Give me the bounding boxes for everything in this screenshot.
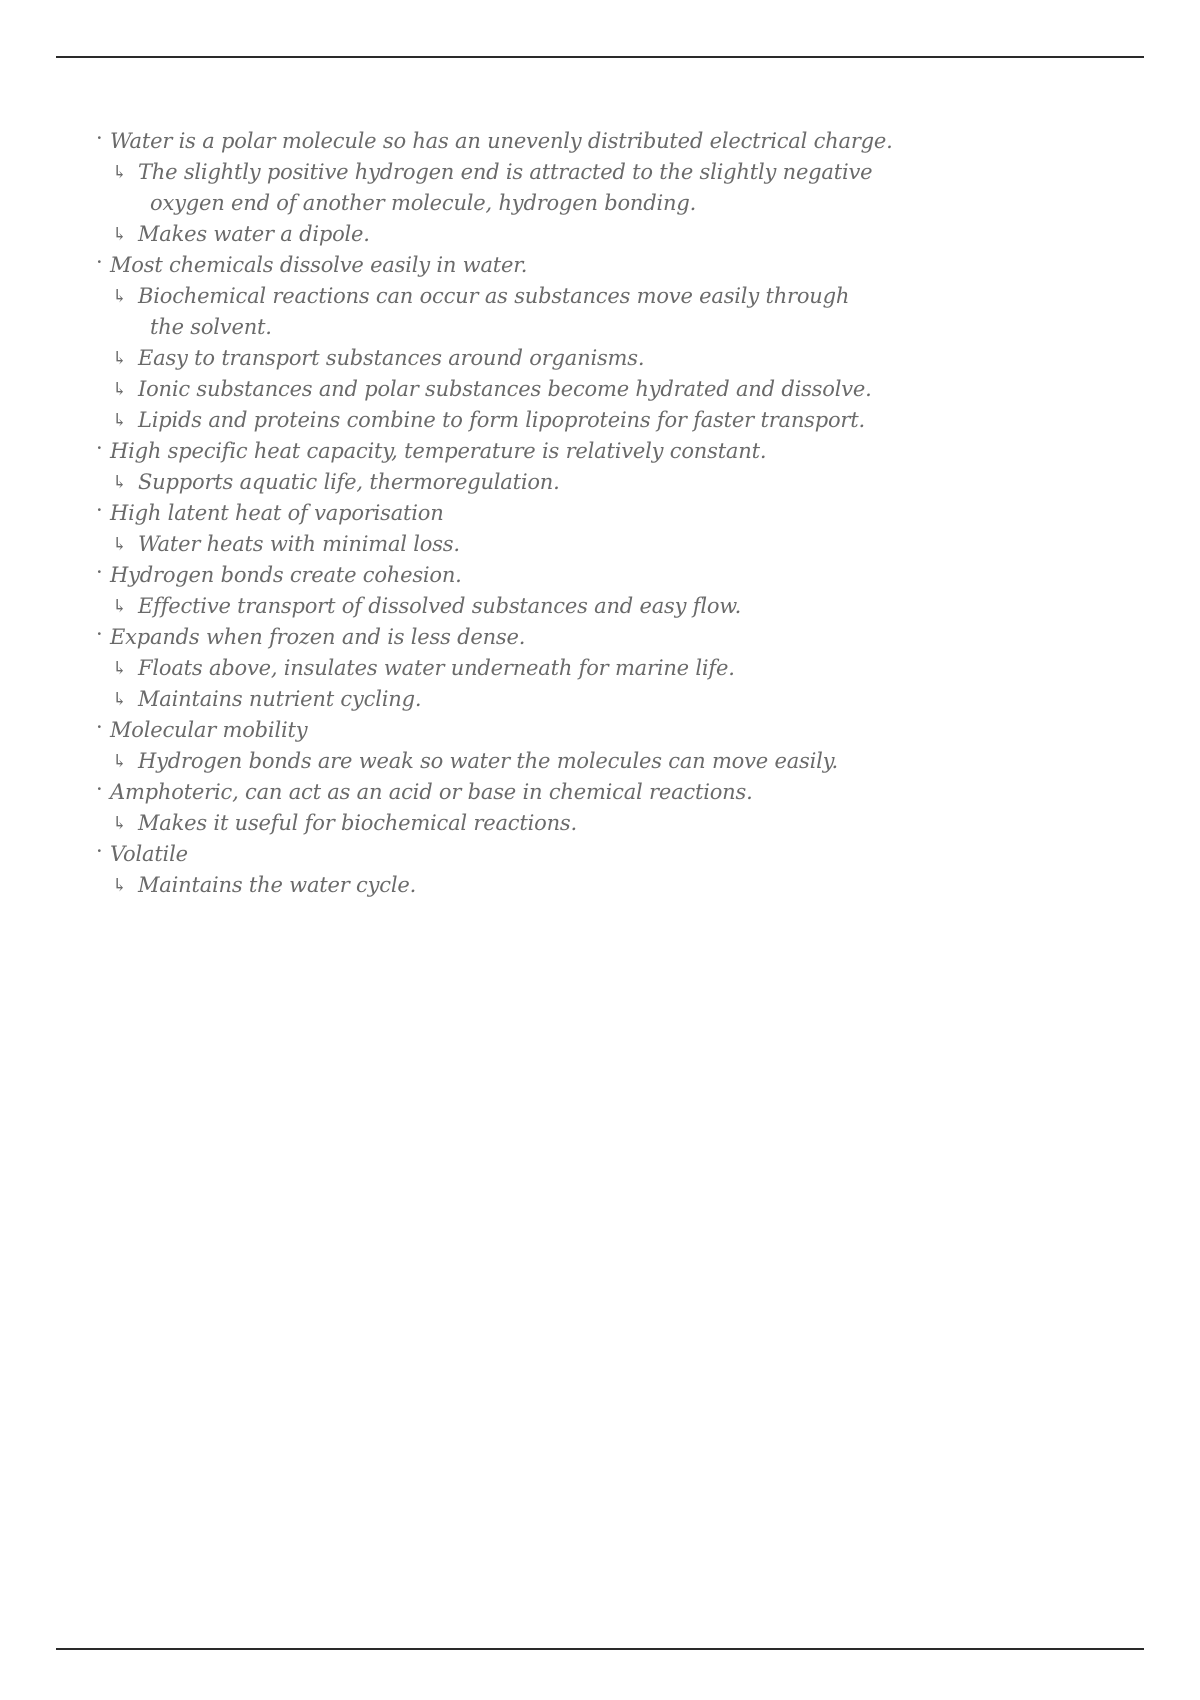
note-sub-point <box>100 467 1110 498</box>
note-text: Expands when frozen and is less dense. <box>110 625 526 649</box>
note-bullet <box>100 126 1110 157</box>
note-text: Water is a polar molecule so has an unevenly distributed electrical charge. <box>110 129 893 153</box>
top-rule <box>56 56 1144 58</box>
bottom-rule <box>56 1648 1144 1650</box>
note-sub-point <box>100 374 1110 405</box>
note-text: Supports aquatic life, thermoregulation. <box>138 470 560 494</box>
note-bullet <box>100 622 1110 653</box>
sub-arrow-icon: ↳ <box>112 658 127 679</box>
sub-arrow-icon: ↳ <box>112 689 127 710</box>
note-sub-point <box>100 684 1110 715</box>
note-text: Ionic substances and polar substances become hydrated and dissolve. <box>138 377 872 401</box>
note-bullet <box>100 715 1110 746</box>
note-text: Makes it useful for biochemical reactions. <box>138 811 577 835</box>
note-text: Volatile <box>110 842 188 866</box>
note-bullet <box>100 250 1110 281</box>
note-bullet <box>100 839 1110 870</box>
sub-arrow-icon: ↳ <box>112 379 127 400</box>
note-sub-point <box>100 405 1110 436</box>
note-continuation <box>100 312 1110 343</box>
sub-arrow-icon: ↳ <box>112 286 127 307</box>
sub-arrow-icon: ↳ <box>112 162 127 183</box>
sub-arrow-icon: ↳ <box>112 410 127 431</box>
note-text: Lipids and proteins combine to form lipoproteins for faster transport. <box>138 408 865 432</box>
note-text: oxygen end of another molecule, hydrogen bonding. <box>150 191 697 215</box>
note-text: High latent heat of vaporisation <box>110 501 444 525</box>
note-continuation <box>100 188 1110 219</box>
note-bullet <box>100 560 1110 591</box>
note-text: Biochemical reactions can occur as substances move easily through <box>138 284 850 308</box>
sub-arrow-icon: ↳ <box>112 813 127 834</box>
note-text: Easy to transport substances around organisms. <box>138 346 645 370</box>
note-text: Water heats with minimal loss. <box>138 532 460 556</box>
note-text: High specific heat capacity, temperature is relatively constant. <box>110 439 767 463</box>
note-text: the solvent. <box>150 315 272 339</box>
note-sub-point <box>100 591 1110 622</box>
note-sub-point <box>100 746 1110 777</box>
note-sub-point <box>100 870 1110 901</box>
sub-arrow-icon: ↳ <box>112 472 127 493</box>
note-sub-point <box>100 343 1110 374</box>
sub-arrow-icon: ↳ <box>112 534 127 555</box>
note-bullet <box>100 498 1110 529</box>
note-sub-point <box>100 281 1110 312</box>
note-sub-point <box>100 529 1110 560</box>
sub-arrow-icon: ↳ <box>112 348 127 369</box>
note-text: The slightly positive hydrogen end is attracted to the slightly negative <box>138 160 873 184</box>
sub-arrow-icon: ↳ <box>112 596 127 617</box>
note-text: Most chemicals dissolve easily in water. <box>110 253 528 277</box>
note-text: Makes water a dipole. <box>138 222 370 246</box>
sub-arrow-icon: ↳ <box>112 224 127 245</box>
note-text: Hydrogen bonds create cohesion. <box>110 563 462 587</box>
note-text: Amphoteric, can act as an acid or base in chemical reactions. <box>110 780 753 804</box>
sub-arrow-icon: ↳ <box>112 875 127 896</box>
note-sub-point <box>100 808 1110 839</box>
note-bullet <box>100 436 1110 467</box>
note-text: Floats above, insulates water underneath for marine life. <box>138 656 735 680</box>
sub-arrow-icon: ↳ <box>112 751 127 772</box>
note-sub-point <box>100 219 1110 250</box>
note-text: Hydrogen bonds are weak so water the molecules can move easily. <box>138 749 838 773</box>
note-text: Effective transport of dissolved substances and easy flow. <box>138 594 742 618</box>
note-sub-point <box>100 653 1110 684</box>
note-text: Molecular mobility <box>110 718 308 742</box>
note-text: Maintains nutrient cycling. <box>138 687 422 711</box>
handwritten-notes <box>100 126 1110 901</box>
note-text: Maintains the water cycle. <box>138 873 417 897</box>
note-bullet <box>100 777 1110 808</box>
note-sub-point <box>100 157 1110 188</box>
